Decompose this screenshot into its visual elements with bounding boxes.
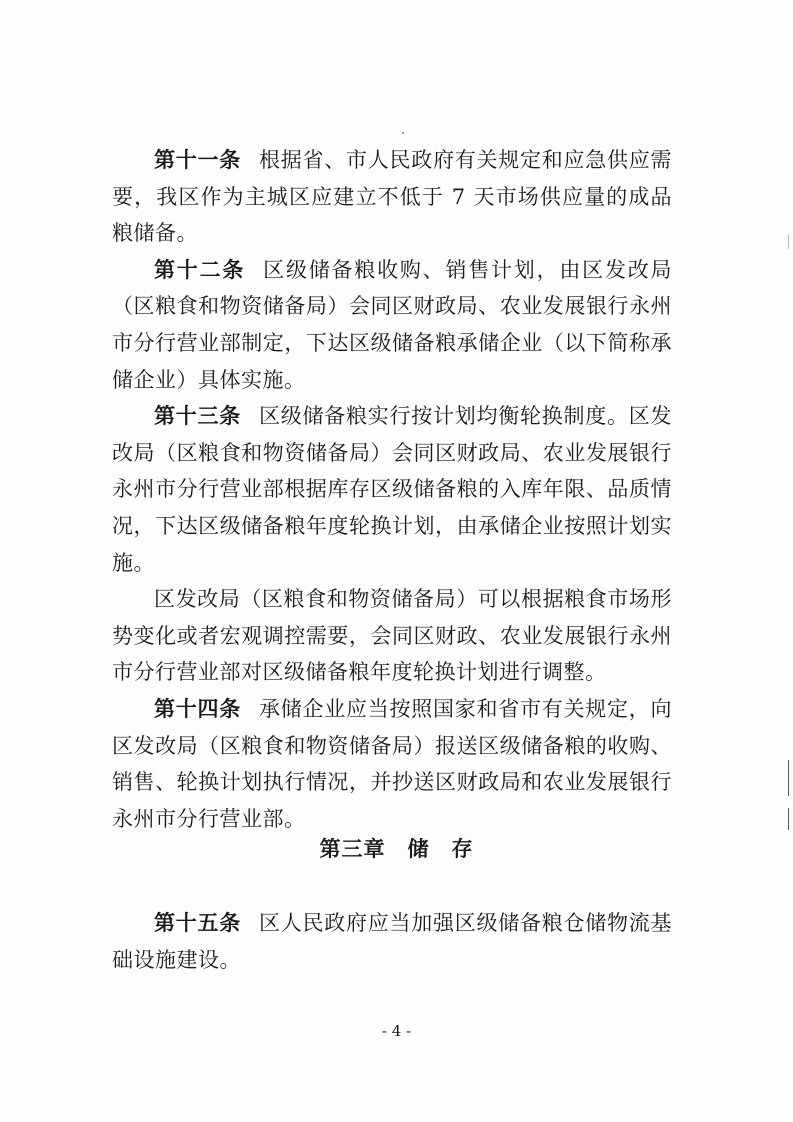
document-body-continued [112, 905, 672, 978]
paragraph-article-13 [112, 398, 672, 581]
article-heading: 第十三条 [154, 404, 241, 429]
article-heading: 第十一条 [154, 148, 241, 172]
paragraph-article-12 [112, 252, 672, 398]
page-number: - 4 - [381, 1022, 412, 1040]
paragraph-article-15 [112, 905, 672, 978]
paragraph-text: 根据省、市人民政府有关规定和应急供应需要，我区作为主城区应建立不低于 7 天市场供应量的成品粮储备。 [112, 148, 672, 246]
scan-edge-mark [788, 808, 789, 830]
paragraph-article-14 [112, 691, 672, 837]
paragraph-text: 区发改局（区粮食和物资储备局）可以根据粮食市场形势变化或者宏观调控需要，会同区财政、农业发展银行永州市分行营业部对区级储备粮年度轮换计划进行调整。 [112, 587, 672, 685]
article-heading: 第十四条 [154, 696, 241, 721]
scan-speck [402, 132, 404, 134]
paragraph-text: 区级储备粮实行按计划均衡轮换制度。区发改局（区粮食和物资储备局）会同区财政局、农业发展银行永州市分行营业部根据库存区级储备粮的入库年限、品质情况，下达区级储备粮年度轮换计划，由承储企业按照计划实施。 [112, 404, 672, 575]
paragraph-text: 区人民政府应当加强区级储备粮仓储物流基础设施建设。 [112, 911, 672, 972]
document-body [112, 142, 672, 837]
chapter-number: 第三章 [319, 837, 386, 861]
article-heading: 第十五条 [154, 911, 241, 935]
paragraph-text: 区级储备粮收购、销售计划，由区发改局（区粮食和物资储备局）会同区财政局、农业发展银行永州市分行营业部制定，下达区级储备粮承储企业（以下简称承储企业）具体实施。 [112, 257, 673, 392]
paragraph-article-13-cont [112, 581, 672, 691]
article-heading: 第十二条 [154, 257, 246, 282]
chapter-title: 储 存 [407, 837, 474, 861]
paragraph-article-11 [112, 142, 672, 252]
scan-edge-mark [788, 760, 789, 796]
scan-edge-mark [788, 235, 789, 249]
chapter-heading [0, 833, 793, 863]
paragraph-text: 承储企业应当按照国家和省市有关规定，向区发改局（区粮食和物资储备局）报送区级储备粮的收购、销售、轮换计划执行情况，并抄送区财政局和农业发展银行永州市分行营业部。 [112, 696, 672, 831]
